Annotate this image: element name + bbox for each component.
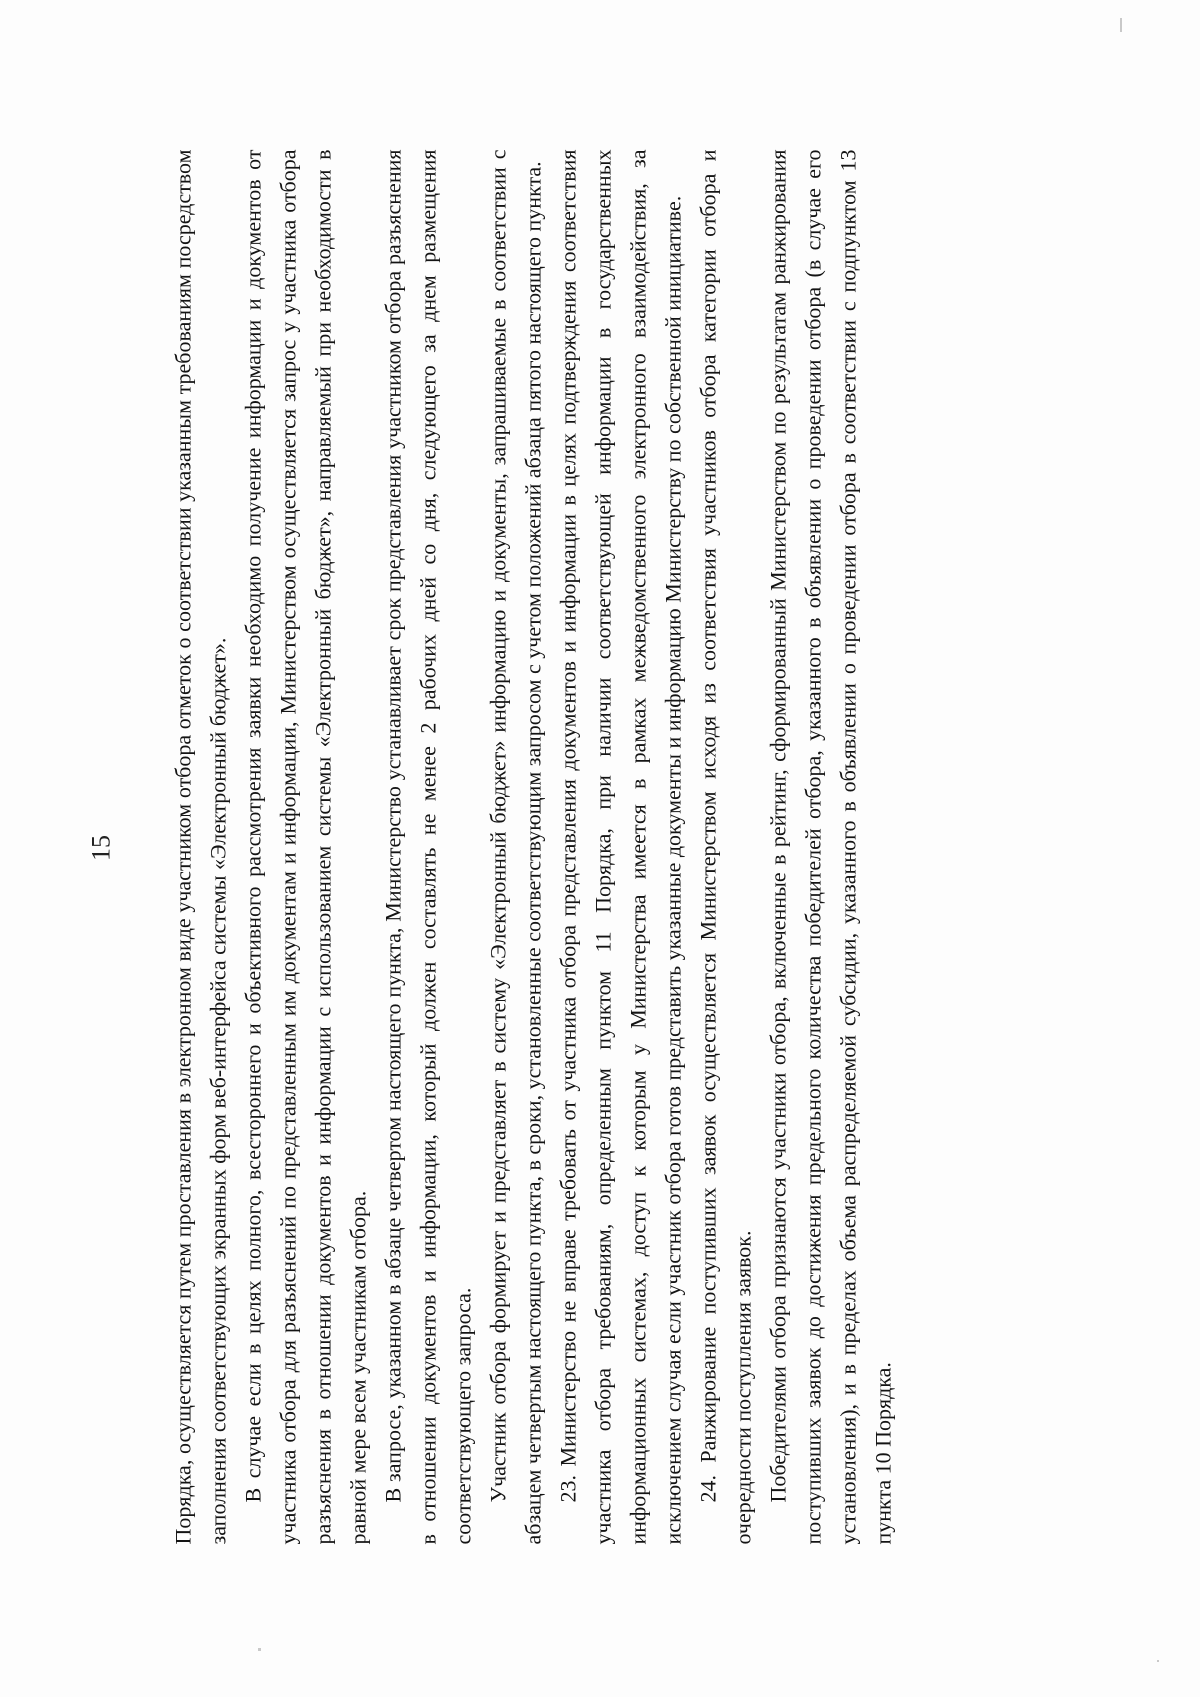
paragraph: Участник отбора формирует и представляет в систему «Электронный бюджет» информацию и документы, запрашиваемые в соответствии с абзацем четвертым настоящего пункта, в сроки, установленные соответствующим запросом с учетом положений абзаца пятого настоящего пункта.: [485, 149, 546, 1545]
paragraph: В запросе, указанном в абзаце четвертом настоящего пункта, Министерство устанавливает срок представления участником отбора разъяснения в отношении документов и информации, который должен составлять не менее 2 рабочих дней со дня, следующего за днем размещения соответствующего запроса.: [380, 149, 476, 1545]
rotated-page-content: [1, 0, 1200, 1697]
document-body: [166, 150, 901, 1545]
scan-mark: [1157, 1660, 1159, 1662]
paragraph: 24. Ранжирование поступивших заявок осуществляется Министерством исходя из соответствия участников отбора категории отбора и очередности поступления заявок.: [695, 149, 756, 1545]
paragraph: Порядка, осуществляется путем проставления в электронном виде участником отбора отметок о соответствии указанным требованиям посредством заполнения соответствующих экранных форм веб-интерфейса системы «Электронный бюджет».: [170, 149, 231, 1545]
paragraph: В случае если в целях полного, всестороннего и объективного рассмотрения заявки необходимо получение информации и документов от участника отбора для разъяснений по представленным им документам и информации, Министерством осуществляется запрос у участника отбора разъяснения в отношении документов и информации с использованием системы «Электронный бюджет», направляемый при необходимости в равной мере всем участникам отбора.: [240, 149, 371, 1545]
scan-mark: [258, 1648, 261, 1651]
paragraph: 23. Министерство не вправе требовать от участника отбора представления документов и информации в целях подтверждения соответствия участника отбора требованиям, определенным пунктом 11 Порядка, при наличии соответствующей информации в государственных информационных системах, доступ к которым у Министерства имеется в рамках межведомственного электронного взаимодействия, за исключением случая если участник отбора готов представить указанные документы и информацию Министерству по собственной инициативе.: [555, 149, 686, 1545]
scan-mark: [1120, 18, 1122, 32]
page-number: 15: [86, 835, 116, 861]
paragraph: Победителями отбора признаются участники отбора, включенные в рейтинг, сформированный Министерством по результатам ранжирования поступивших заявок до достижения предельного количества победителей отбора, указанного в объявлении о проведении отбора (в случае его установления), и в пределах объема распределяемой субсидии, указанного в объявлении о проведении отбора в соответствии с подпунктом 13 пункта 10 Порядка.: [765, 149, 896, 1545]
